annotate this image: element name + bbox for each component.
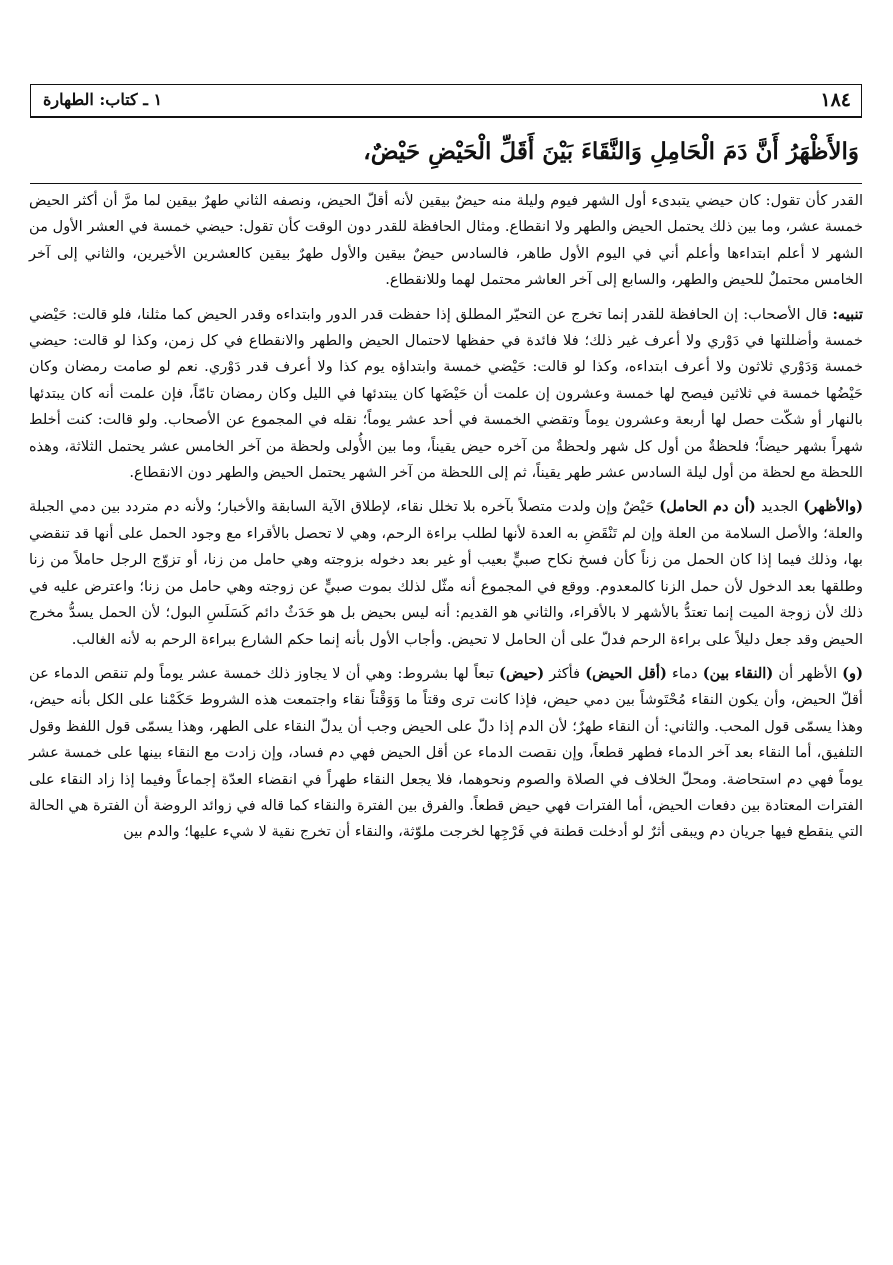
matn-quote-3: (و) — [842, 664, 863, 682]
paragraph-4-text: تبعاً لها بشروط: وهي أن لا يجاوز ذلك خمسة عشر يوماً ولم تنقص الدماء عن أقلّ الحيض، وأن يكون النقاء مُحْتَوشاً بين دمي حيض، فإذا كانت ترى وقتاً ما وَوَقْتاً نقاء واجتمعت هذه الشروط حَكَمْنا على الكل بأنه حيض، وهذا يسمّى قول المحب. والثاني: أن النقاء طهرٌ؛ لأن الدم إذا دلّ على الحيض وجب أن يدلّ النقاء على الطهر، وهذا يسمّى قول اللفظ وقول التلفيق، أما النقاء بعد آخر الدماء فطهر قطعاً، وإن نقصت الدماء عن أقل الحيض فهي دم فساد، وإن زادت مع النقاء بينها على خمسة عشر يوماً فهي دم استحاضة. ومحلّ الخلاف في الصلاة والصوم ونحوهما، فلا يجعل النقاء طهراً في انقضاء العدّة إجماعاً وفيما إذا زاد النقاء على الفترات المعتادة بين دفعات الحيض، أما الفترات فهي حيض قطعاً. والفرق بين الفترة والنقاء كما قاله في زوائد الروضة أن الفترة هي الحالة التي ينقطع فيها جريان دم ويبقى أثرٌ لو أدخلت قطنة في فَرْجِها لخرجت ملوّثة، والنقاء أن تخرج نقية لا شيء عليها؛ والدم بين — [29, 664, 863, 841]
chapter-title: ١ ـ كتاب: الطهارة — [43, 90, 163, 109]
paragraph-4-word-2: فأكثر — [549, 664, 581, 682]
paragraph-2-text: قال الأصحاب: إن الحافظة للقدر إنما تخرج عن التحيّر المطلق إذا حفظت قدر الدور وابتداءه وقدر الحيض كما مثلنا، فلو قالت: حَيْضي خمسة وأضللتها في دَوْري ولا أعرف غير ذلك؛ فلا فائدة في حفظها لاحتمال الحيض والطهر والانقطاع في كل زمن، وكذا لو قالت: حيضي خمسة وَدَوْري ثلاثون ولا أعرف ابتداءه، وكذا لو قالت: حَيْضي خمسة وابتداؤه يوم كذا ولا أعرف قدر دَوْري. نعم لو صامت رمضان وكان حَيْضُها خمسة في ثلاثين فيصح لها خمسة وعشرون إن علمت أن حَيْضَها كان يبتدئها في الليل وكان رمضان تامّاً، فإن علمت أنه كان يبتدئها بالنهار أو شكّت حصل لها أربعة وعشرون يوماً وتقضي الخمسة في أحد عشر يوماً؛ نقله في المجموع عن الأصحاب. ولو قالت: كنت أخلط شهراً بشهر حيضاً؛ فلحظةٌ من أول كل شهر ولحظةٌ من آخره حيض يقيناً، وما بين الأُولى ولحظة من آخر الخامس عشر يحتمل الثلاثة، وهذه اللحظة مع لحظة من أول ليلة السادس عشر طهر يقيناً، ثم إلى اللحظة من آخر الشهر يحتمل الحيض والطهر دون الانقطاع. — [29, 305, 863, 482]
paragraph-4 — [29, 661, 863, 846]
paragraph-3-lead: الجديد — [760, 498, 799, 516]
matn-quote-4: (النقاء بين) — [702, 664, 774, 682]
paragraph-1-text: القدر كأن تقول: كان حيضي يتبدىء أول الشهر فيوم وليلة منه حيضٌ بيقين لأنه أقلّ الحيض، ونصفه الثاني طهرٌ بيقين لما مرَّ أن أكثر الحيض خمسة عشر، وما بين ذلك يحتمل الحيض والطهر ولا انقطاع. ومثال الحافظة للقدر دون الوقت كأن تقول: حيضي خمسة في العشر الأول من الشهر لا أعلم ابتداءها وأعلم أني في اليوم الأول طاهر، فالسادس حيضٌ بيقين والأول طهرٌ بيقين كالعشرين الأخيرين، والثاني إلى آخر الخامس محتملٌ للحيض والطهر، والسابع إلى آخر العاشر محتمل لهما وللانقطاع. — [29, 192, 863, 289]
separator-rule — [30, 183, 862, 184]
paragraph-3 — [29, 494, 863, 652]
paragraph-3-text: حَيْضٌ وإن ولدت متصلاً بآخره بلا تخلل نقاء، لإطلاق الآية السابقة والأخبار؛ ولأنه دم متردد بين دمي الجبلة والعلة؛ والأصل السلامة من العلة وإن لم تَنْقَضِ به العدة لأنها لطلب براءة الرحم، وهي لا تحصل بالأقراء مع وجود الحمل على أنها قد تنقضي بها، وذلك فيما إذا كان الحمل من زناً كأن فسخ نكاح صبيٍّ بعيب أو غير بعد دخوله بزوجته وهي حامل من زنا، أو تزوّج الرجل حاملاً من زنا وطلقها بعد الدخول لأن حمل الزنا كالمعدوم. ووقع في المجموع أنه مثّل لذلك بموت صبيٍّ عن زوجته وهي حامل من زنا؛ واعترض عليه في ذلك لأن زوجة الميت إنما تعتدُّ بالأشهر لا بالأقراء، والثاني هو القديم: أنه ليس بحيض بل هو حَدَثٌ دائم كَسَلَسِ البول؛ لأن الحمل يسدُّ مخرج الحيض وقد جعل دليلاً على براءة الرحم فدلّ على أن الحامل لا تحيض. وأجاب الأول بأنه إنما حكم الشارع ببراءة الرحم به لأنه الغالب. — [29, 498, 863, 648]
paragraph-4-word-1: دماء — [671, 664, 698, 682]
commentary-body — [29, 188, 863, 1256]
paragraph-4-lead: الأظهر أن — [778, 664, 838, 682]
matn-quote-6: (حيض) — [499, 664, 545, 682]
matn-text: وَالأَظْهَرُ أَنَّ دَمَ الْحَامِلِ وَالنَّقَاءَ بَيْنَ أَقَلِّ الْحَيْضِ حَيْضٌ، — [363, 138, 859, 165]
matn-quote-5: (أقل الحيض) — [585, 664, 667, 682]
paragraph-1 — [29, 188, 863, 294]
tanbih-label: تنبيه: — [832, 305, 863, 323]
matn-quote-1: (والأظهر) — [803, 498, 864, 516]
paragraph-2 — [29, 302, 863, 487]
page-header — [30, 84, 862, 118]
matn-quote-2: (أن دم الحامل) — [659, 498, 756, 516]
page-number: ١٨٤ — [820, 89, 851, 111]
